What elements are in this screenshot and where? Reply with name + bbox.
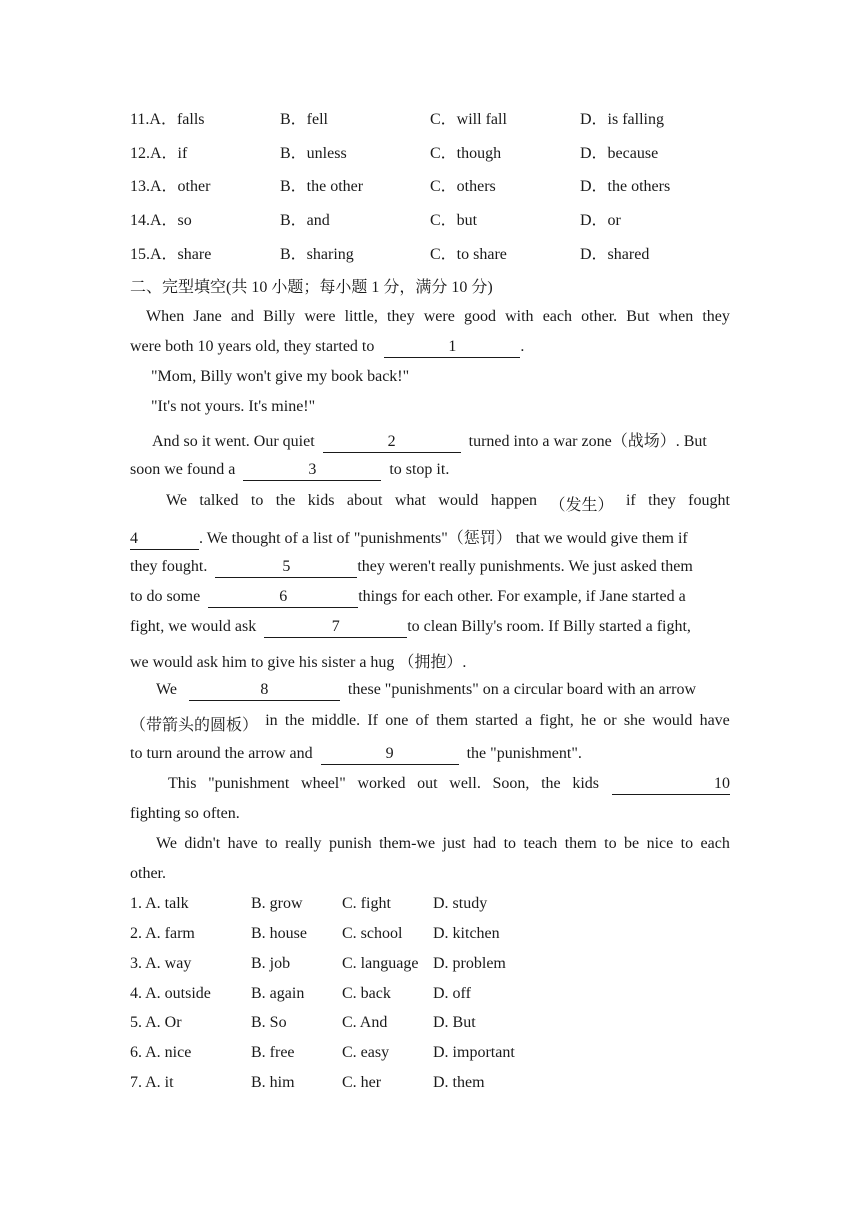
passage-text: .: [520, 338, 525, 355]
passage-word: well.: [449, 775, 481, 792]
passage-word: to: [503, 835, 517, 852]
passage-line-8: [130, 525, 730, 547]
passage-word: them: [436, 712, 469, 729]
option-b: B. So: [251, 1014, 287, 1031]
passage-text: they weren't really punishments. We just asked them: [357, 558, 693, 575]
option-c: C. her: [342, 1074, 382, 1091]
passage-line-16: [168, 775, 730, 797]
passage-line-17: fighting so often.: [130, 805, 240, 822]
passage-word: to: [265, 835, 278, 852]
answer-row-7: [130, 1074, 550, 1096]
passage-word: kids: [307, 492, 335, 509]
option-a: 2. A. farm: [130, 925, 195, 942]
passage-word: （带箭头的圆板）: [130, 717, 259, 734]
question-row-15: [130, 241, 750, 263]
option-a: 13.A．other: [130, 178, 211, 195]
passage-line-14: [130, 712, 730, 734]
passage-word: a: [525, 712, 533, 729]
passage-text: We: [156, 681, 177, 698]
option-c: C. easy: [342, 1044, 390, 1061]
passage-text: the "punishment".: [466, 745, 582, 762]
passage-word: Soon,: [492, 775, 530, 792]
section-title: 二、完型填空(共 10 小题；每小题 1 分，满分 10 分): [130, 279, 493, 296]
option-c: C. back: [342, 985, 391, 1002]
passage-text: soon we found a: [130, 461, 236, 478]
passage-word: Billy: [263, 308, 296, 325]
passage-text: . We thought of a list of "punishments"（惩罚） that we would give them if: [199, 530, 688, 547]
blank-4[interactable]: 4: [130, 530, 199, 550]
passage-line-2: [130, 338, 730, 360]
passage-word: We: [166, 492, 187, 509]
passage-word: have: [227, 835, 258, 852]
passage-word: punish: [328, 835, 372, 852]
passage-word: one: [385, 712, 409, 729]
option-c: C．though: [430, 145, 502, 162]
passage-line-4: "It's not yours. It's mine!": [151, 398, 316, 415]
passage-word: them-we: [379, 835, 436, 852]
option-a: 14.A．so: [130, 212, 192, 229]
option-d: D. But: [433, 1014, 476, 1031]
passage-word: or: [603, 712, 617, 729]
passage-word: worked: [357, 775, 406, 792]
passage-word: middle.: [311, 712, 361, 729]
passage-word: kids: [572, 775, 599, 792]
option-d: D．shared: [580, 246, 650, 263]
passage-word: fight,: [539, 712, 574, 729]
option-c: C. And: [342, 1014, 388, 1031]
passage-text: turned into a war zone（战场）. But: [468, 433, 707, 450]
passage-word: started: [475, 712, 518, 729]
passage-word: were: [423, 308, 455, 325]
option-c: C. fight: [342, 895, 391, 912]
passage-text: to do some: [130, 588, 201, 605]
passage-line-18: [156, 835, 730, 857]
option-c: C．will fall: [430, 111, 507, 128]
passage-word: what: [394, 492, 426, 509]
passage-word: talked: [199, 492, 239, 509]
answer-row-6: [130, 1044, 550, 1066]
question-row-14: [130, 207, 750, 229]
passage-text: these "punishments" on a circular board with an arrow: [347, 681, 696, 698]
passage-word: the: [284, 712, 305, 729]
passage-word: they: [702, 308, 730, 325]
passage-word: in: [265, 712, 278, 729]
answer-row-4: [130, 985, 550, 1007]
passage-line-9: [130, 558, 730, 580]
option-a: 4. A. outside: [130, 985, 211, 1002]
passage-word: （发生）: [549, 497, 614, 514]
passage-word: If: [367, 712, 378, 729]
passage-line-1: [146, 308, 730, 330]
answer-row-5: [130, 1014, 550, 1036]
passage-word: wheel": [301, 775, 346, 792]
passage-text: they fought.: [130, 558, 208, 575]
passage-line-3: "Mom, Billy won't give my book back!": [151, 368, 410, 385]
question-row-11: [130, 106, 750, 128]
option-d: D．is falling: [580, 111, 664, 128]
blank-7[interactable]: 7: [264, 618, 407, 638]
passage-word: have: [699, 712, 730, 729]
option-d: D．or: [580, 212, 621, 229]
passage-word: each: [700, 835, 730, 852]
passage-word: about: [346, 492, 383, 509]
passage-word: This: [168, 775, 197, 792]
option-c: C．others: [430, 178, 496, 195]
passage-word: each: [542, 308, 572, 325]
passage-line-13: [156, 681, 730, 703]
passage-word: teach: [523, 835, 558, 852]
option-d: D. them: [433, 1074, 485, 1091]
passage-word: out: [417, 775, 438, 792]
passage-word: good: [463, 308, 496, 325]
passage-word: to: [680, 835, 694, 852]
passage-word: to: [604, 835, 617, 852]
passage-word: they: [648, 492, 676, 509]
option-a: 3. A. way: [130, 955, 192, 972]
passage-text: to clean Billy's room. If Billy started a fight,: [407, 618, 691, 635]
blank-6[interactable]: 6: [208, 588, 358, 608]
option-b: B. him: [251, 1074, 295, 1091]
passage-text: were both 10 years old, they started to: [130, 338, 375, 355]
passage-word: they: [387, 308, 415, 325]
option-c: C．but: [430, 212, 478, 229]
passage-word: them: [564, 835, 597, 852]
option-b: B. house: [251, 925, 307, 942]
option-a: 7. A. it: [130, 1074, 174, 1091]
option-b: B. job: [251, 955, 291, 972]
blank-2[interactable]: 2: [323, 433, 461, 453]
passage-word: happen: [490, 492, 538, 509]
option-a: 11.A．falls: [130, 111, 205, 128]
passage-word: would: [438, 492, 479, 509]
passage-word: she: [623, 712, 646, 729]
option-d: D. kitchen: [433, 925, 500, 942]
answer-row-2: [130, 925, 550, 947]
passage-text: things for each other. For example, if Jane started a: [358, 588, 686, 605]
answer-row-3: [130, 955, 550, 977]
blank-8[interactable]: 8: [189, 681, 340, 701]
option-b: B．the other: [280, 178, 364, 195]
option-a: 5. A. Or: [130, 1014, 182, 1031]
passage-word: be: [624, 835, 640, 852]
passage-word: and: [230, 308, 255, 325]
passage-line-7: [166, 492, 730, 514]
blank-10[interactable]: 10: [612, 775, 730, 795]
option-a: 1. A. talk: [130, 895, 189, 912]
passage-line-11: [130, 618, 730, 640]
option-a: 6. A. nice: [130, 1044, 192, 1061]
option-b: B. free: [251, 1044, 295, 1061]
blank-5[interactable]: 5: [215, 558, 357, 578]
passage-word: would: [652, 712, 693, 729]
blank-9[interactable]: 9: [321, 745, 459, 765]
blank-1[interactable]: 1: [384, 338, 520, 358]
answer-row-1: [130, 895, 550, 917]
option-b: B. grow: [251, 895, 303, 912]
option-b: B．sharing: [280, 246, 354, 263]
passage-word: other.: [581, 308, 618, 325]
passage-word: little,: [344, 308, 378, 325]
passage-word: nice: [646, 835, 674, 852]
option-c: C．to share: [430, 246, 507, 263]
passage-word: didn't: [184, 835, 221, 852]
passage-word: the: [541, 775, 561, 792]
option-d: D. study: [433, 895, 488, 912]
passage-line-19: other.: [130, 865, 166, 882]
passage-word: the: [275, 492, 296, 509]
option-d: D．because: [580, 145, 659, 162]
option-b: B．fell: [280, 111, 328, 128]
blank-3[interactable]: 3: [243, 461, 381, 481]
passage-word: with: [505, 308, 534, 325]
passage-text: to turn around the arrow and: [130, 745, 313, 762]
passage-word: We: [156, 835, 177, 852]
passage-word: were: [304, 308, 336, 325]
passage-text: to stop it.: [389, 461, 450, 478]
option-b: B．unless: [280, 145, 347, 162]
passage-line-6: [130, 461, 730, 483]
option-d: D．the others: [580, 178, 671, 195]
passage-text: fight, we would ask: [130, 618, 257, 635]
passage-text: And so it went. Our quiet: [152, 433, 315, 450]
passage-word: But: [626, 308, 650, 325]
question-row-12: [130, 140, 750, 162]
option-c: C. school: [342, 925, 403, 942]
passage-word: Jane: [193, 308, 222, 325]
passage-word: if: [625, 492, 636, 509]
passage-word: had: [473, 835, 497, 852]
option-d: D. problem: [433, 955, 506, 972]
passage-word: fought: [688, 492, 730, 509]
option-b: B. again: [251, 985, 305, 1002]
passage-word: of: [415, 712, 429, 729]
passage-line-12: we would ask him to give his sister a hug （拥抱）.: [130, 654, 467, 671]
question-row-13: [130, 173, 750, 195]
passage-word: to: [250, 492, 264, 509]
option-d: D. off: [433, 985, 471, 1002]
option-a: 12.A．if: [130, 145, 188, 162]
option-b: B．and: [280, 212, 330, 229]
passage-word: really: [285, 835, 322, 852]
option-a: 15.A．share: [130, 246, 212, 263]
passage-line-5: [152, 428, 730, 450]
passage-word: when: [658, 308, 694, 325]
passage-text: [168, 775, 599, 793]
passage-line-15: [130, 745, 730, 767]
passage-word: just: [442, 835, 466, 852]
option-c: C. language: [342, 955, 419, 972]
passage-word: "punishment: [208, 775, 290, 792]
passage-word: he: [580, 712, 597, 729]
passage-word: When: [146, 308, 185, 325]
passage-line-10: [130, 588, 730, 610]
option-d: D. important: [433, 1044, 515, 1061]
